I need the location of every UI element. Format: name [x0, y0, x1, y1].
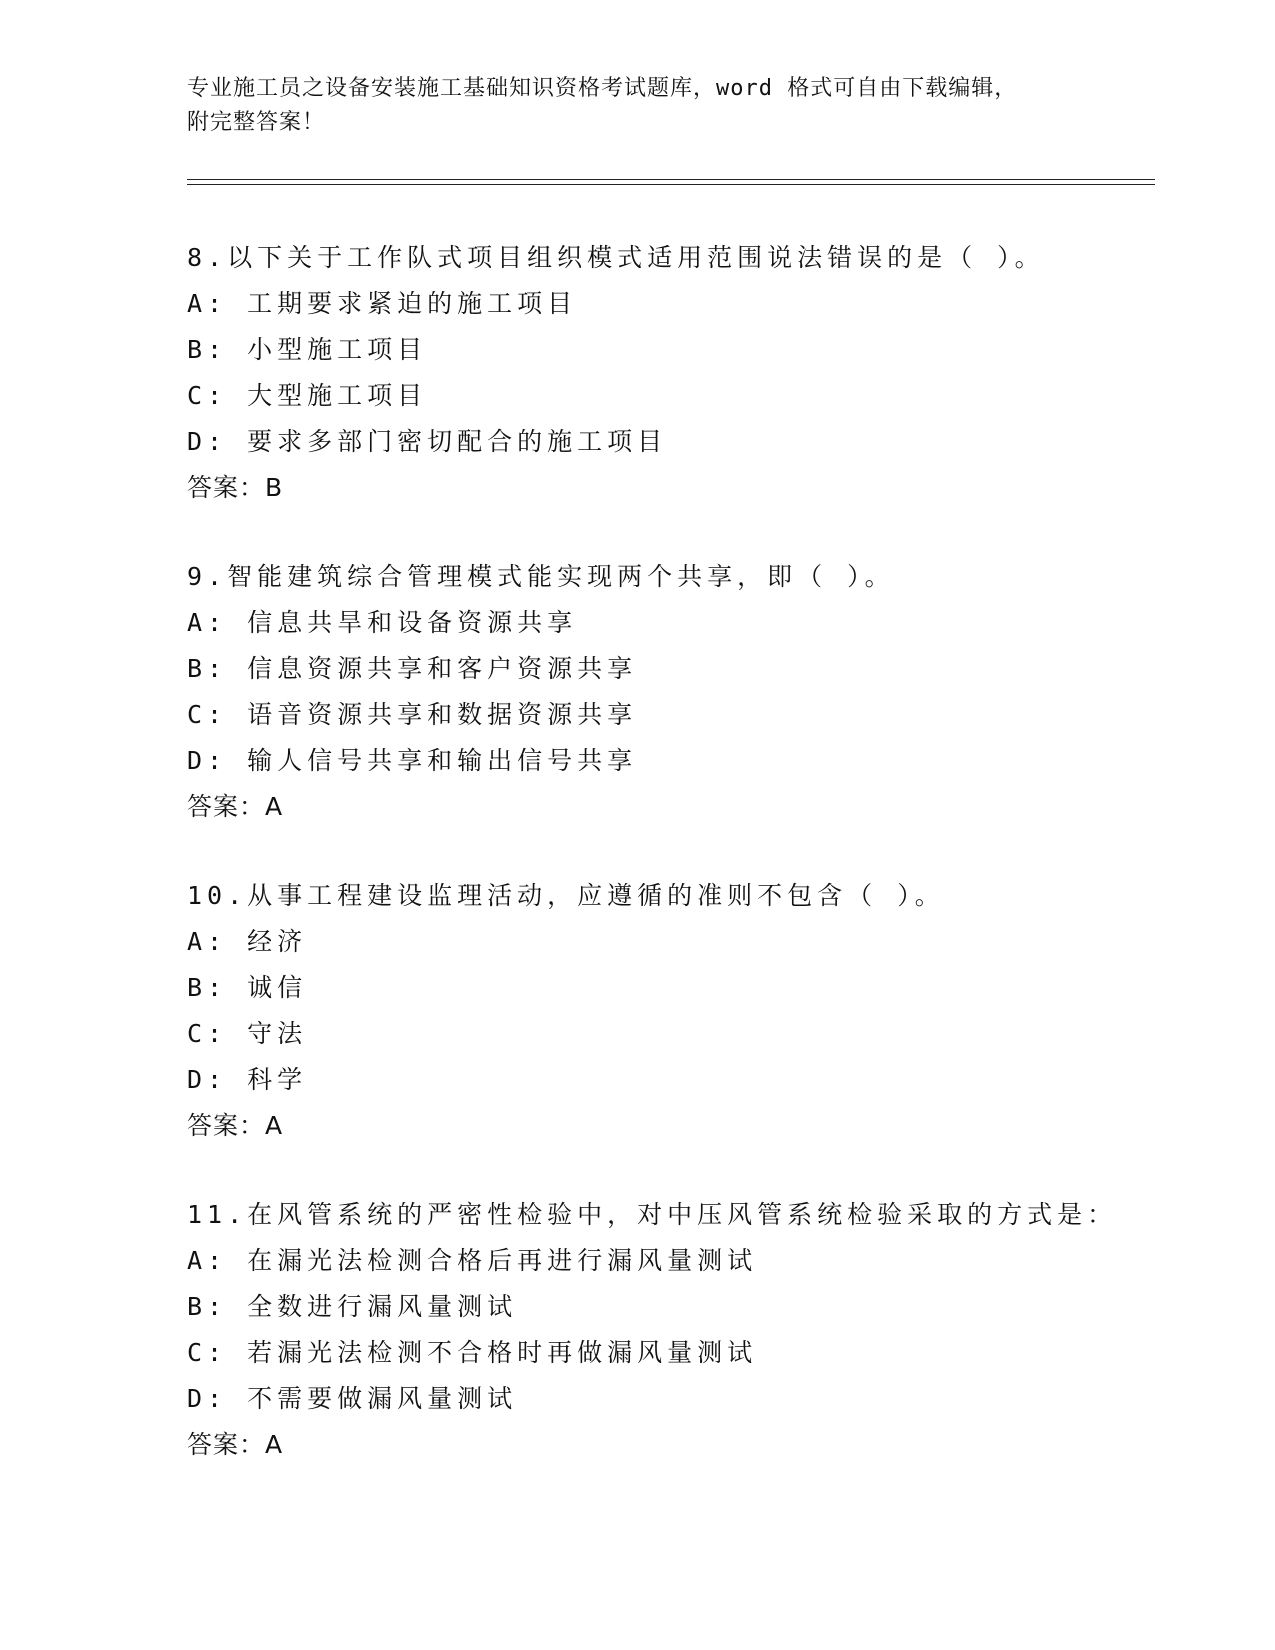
- option-d: D: 不需要做漏风量测试: [187, 1384, 518, 1413]
- option-a: A: 在漏光法检测合格后再进行漏风量测试: [187, 1246, 758, 1275]
- option-b: B: 全数进行漏风量测试: [187, 1292, 518, 1321]
- question-stem: 10.从事工程建设监理活动，应遵循的准则不包含（ ）。: [187, 881, 945, 910]
- document-header: [187, 72, 1087, 140]
- question-stem: 8.以下关于工作队式项目组织模式适用范围说法错误的是（ ）。: [187, 243, 1045, 272]
- answer-line: 答案：B: [187, 473, 284, 502]
- question-11: [187, 1192, 1137, 1468]
- answer-line: 答案：A: [187, 792, 284, 821]
- option-d: D: 要求多部门密切配合的施工项目: [187, 427, 668, 456]
- option-a: A: 信息共旱和设备资源共享: [187, 608, 578, 637]
- header-line-2: 附完整答案！: [187, 110, 326, 135]
- option-d: D: 科学: [187, 1065, 308, 1094]
- option-a: A: 经济: [187, 927, 308, 956]
- option-b: B: 小型施工项目: [187, 335, 428, 364]
- option-a: A: 工期要求紧迫的施工项目: [187, 289, 578, 318]
- option-d: D: 输人信号共享和输出信号共享: [187, 746, 638, 775]
- question-8: [187, 235, 1137, 511]
- option-c: C: 守法: [187, 1019, 308, 1048]
- option-c: C: 大型施工项目: [187, 381, 428, 410]
- question-9: [187, 554, 1137, 830]
- answer-line: 答案：A: [187, 1111, 284, 1140]
- header-line-1: 专业施工员之设备安装施工基础知识资格考试题库，word 格式可自由下载编辑，: [187, 76, 1018, 101]
- option-b: B: 诚信: [187, 973, 308, 1002]
- answer-line: 答案：A: [187, 1430, 284, 1459]
- header-divider-top: [187, 179, 1155, 180]
- option-c: C: 若漏光法检测不合格时再做漏风量测试: [187, 1338, 758, 1367]
- question-10: [187, 873, 1137, 1149]
- option-b: B: 信息资源共享和客户资源共享: [187, 654, 638, 683]
- question-stem: 11.在风管系统的严密性检验中，对中压风管系统检验采取的方式是：: [187, 1200, 1118, 1229]
- option-c: C: 语音资源共享和数据资源共享: [187, 700, 638, 729]
- header-divider-bottom: [187, 184, 1155, 185]
- question-stem: 9.智能建筑综合管理模式能实现两个共享，即（ ）。: [187, 562, 895, 591]
